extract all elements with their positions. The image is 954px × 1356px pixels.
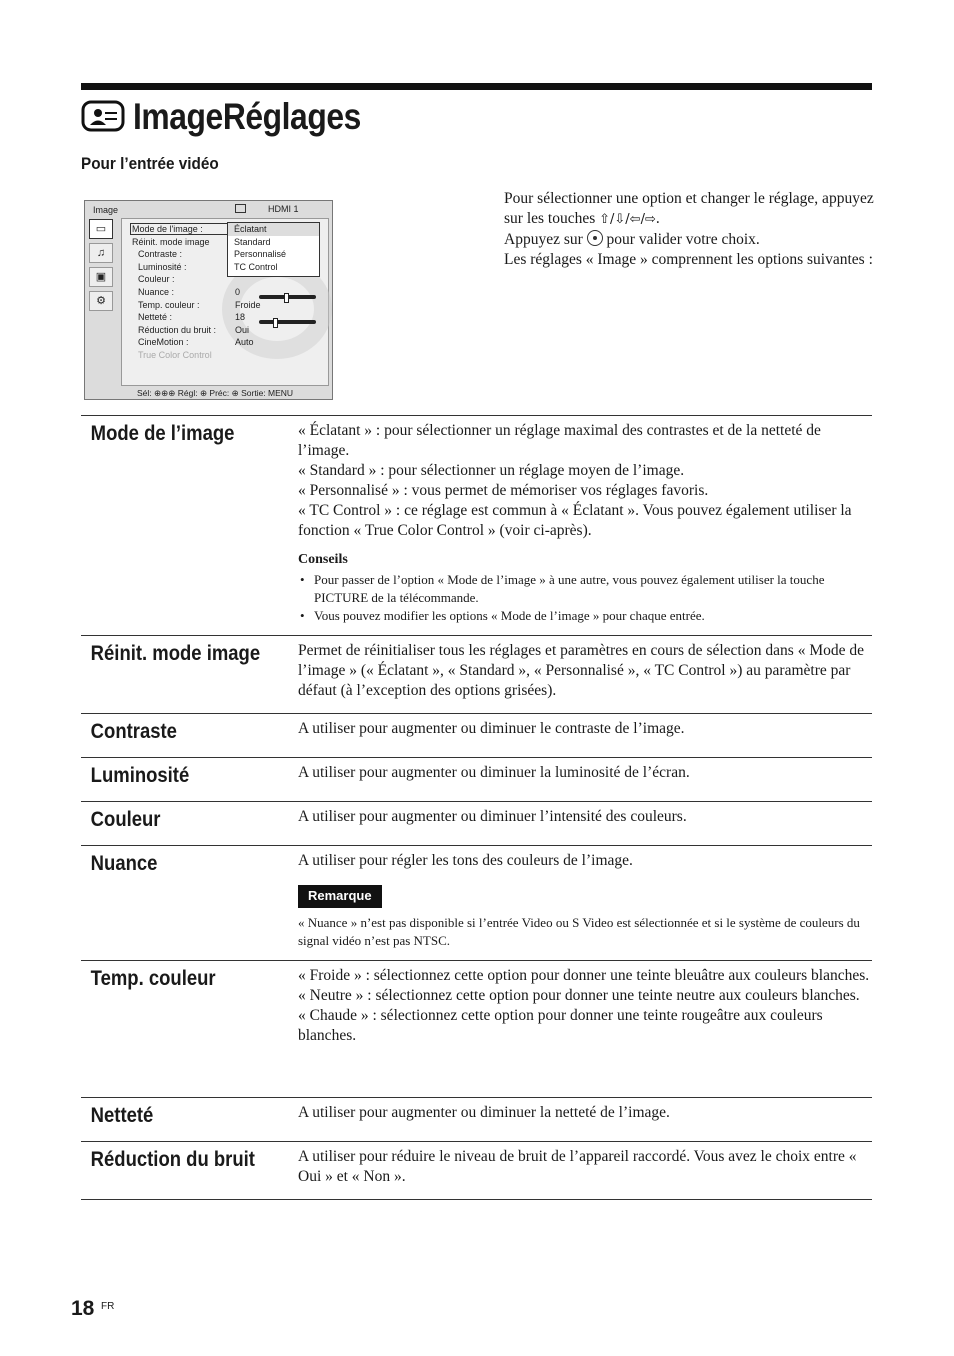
osd-input-indicator <box>235 204 299 214</box>
osd-menu-item: Temp. couleur : <box>138 299 200 310</box>
row-sharpness <box>81 1097 872 1141</box>
tip-item: • Vous pouvez modifier les options « Mode de l’image » pour chaque entrée. <box>298 607 872 625</box>
osd-tab-setup-icon: ⚙ <box>89 291 113 311</box>
osd-dropdown <box>227 222 320 277</box>
osd-menu-item: Réduction du bruit : <box>138 324 217 335</box>
desc-contrast: A utiliser pour augmenter ou diminuer le contraste de l’image. <box>298 720 685 737</box>
osd-dropdown-item: Éclatant <box>228 223 319 236</box>
osd-menu-item: Mode de l'image : <box>132 224 203 234</box>
desc-line: « Personnalisé » : vous permet de mémoriser vos réglages favoris. <box>298 482 709 499</box>
osd-input-label: HDMI 1 <box>268 204 299 214</box>
term-contrast: Contraste <box>90 720 177 743</box>
picture-icon <box>81 99 125 135</box>
row-reset <box>81 635 872 713</box>
osd-tab-sound-icon: ♫ <box>89 243 113 263</box>
ok-button-icon <box>587 230 603 246</box>
row-brightness <box>81 757 872 801</box>
intro-line-2-start: Appuyez sur <box>504 231 583 248</box>
term-reset: Réinit. mode image <box>90 642 261 665</box>
settings-table <box>81 415 872 1200</box>
intro-line-1: Pour sélectionner une option et changer le réglage, appuyez sur les touches <box>504 190 874 227</box>
osd-menu-value: 0 <box>235 287 241 297</box>
osd-tab-screen-icon: ▣ <box>89 267 113 287</box>
remark-badge: Remarque <box>298 885 382 908</box>
osd-menu-item: Réinit. mode image <box>132 236 210 247</box>
tips-title: Conseils <box>298 552 348 567</box>
row-color <box>81 801 872 845</box>
osd-menu-item: Nuance : <box>138 287 175 297</box>
intro-line-2-end: pour valider votre choix. <box>606 231 760 248</box>
osd-menu-value: Auto <box>235 337 254 348</box>
desc-temp <box>298 961 872 1097</box>
osd-bar-nuance <box>259 295 316 299</box>
osd-screenshot <box>84 200 333 400</box>
intro-line-3: Les réglages « Image » comprennent les options suivantes : <box>504 251 873 268</box>
tip-item: • Pour passer de l’option « Mode de l’image » à une autre, vous pouvez également utiliser la touche PICTURE de la télécommande. <box>298 571 872 607</box>
header-rule <box>81 83 872 90</box>
page-number: 18 <box>71 1297 95 1320</box>
osd-tabs <box>89 219 119 315</box>
osd-title: Image <box>93 205 119 215</box>
desc-hue <box>298 846 872 960</box>
page-language: FR <box>101 1301 115 1312</box>
desc-line: « Chaude » : sélectionnez cette option pour donner une teinte rougeâtre aux couleurs blanches. <box>298 1007 823 1044</box>
osd-menu-item: Couleur : <box>138 274 175 285</box>
row-temp <box>81 960 872 1097</box>
term-mode: Mode de l’image <box>90 422 235 445</box>
desc-line: A utiliser pour régler les tons des couleurs de l’image. <box>298 852 633 869</box>
desc-line: « Froide » : sélectionnez cette option pour donner une teinte bleuâtre aux couleurs blanches. <box>298 967 870 984</box>
desc-sharpness: A utiliser pour augmenter ou diminuer la netteté de l’image. <box>298 1104 670 1121</box>
section-subtitle: Pour l’entrée vidéo <box>81 154 219 173</box>
desc-reset: Permet de réinitialiser tous les réglages et paramètres en cours de sélection dans « Mode de l’image » (« Éclatant », « Standard », « Personnalisé », « TC Control ») au paramètre par défaut (à l’exception des options grisées). <box>298 642 864 699</box>
term-hue: Nuance <box>90 852 158 875</box>
row-mode <box>81 415 872 635</box>
intro-line-1-end: . <box>655 210 660 227</box>
osd-menu-value: Froide <box>235 299 261 310</box>
row-contrast <box>81 713 872 757</box>
desc-line: « TC Control » : ce réglage est commun à « Éclatant ». Vous pouvez également utiliser la fonction « True Color Control » (voir ci-après). <box>298 502 852 539</box>
osd-menu-item: Netteté : <box>138 312 173 323</box>
osd-menu-panel <box>121 218 329 386</box>
desc-line: « Neutre » : sélectionnez cette option pour donner une teinte neutre aux couleurs blanches. <box>298 987 860 1004</box>
osd-menu-value: Oui <box>235 324 250 335</box>
desc-line: « Éclatant » : pour sélectionner un réglage maximal des contrastes et de la netteté de l’image. <box>298 422 821 459</box>
term-temp: Temp. couleur <box>90 967 216 990</box>
tips-list <box>298 571 872 625</box>
osd-menu-item: CineMotion : <box>138 337 189 348</box>
osd-dropdown-item: TC Control <box>234 261 278 272</box>
term-color: Couleur <box>90 808 161 831</box>
term-noise: Réduction du bruit <box>90 1148 255 1171</box>
osd-menu-item: Contraste : <box>138 249 183 260</box>
row-noise <box>81 1141 872 1200</box>
osd-dropdown-item: Personnalisé <box>234 249 287 259</box>
row-hue <box>81 845 872 960</box>
desc-brightness: A utiliser pour augmenter ou diminuer la luminosité de l’écran. <box>298 764 690 781</box>
osd-bar-nettete <box>259 320 316 324</box>
arrow-keys-icon: ⇧/⇩/⇦/⇨ <box>599 212 656 227</box>
osd-bar-knob <box>273 318 278 328</box>
remark-text: « Nuance » n’est pas disponible si l’entrée Video ou S Video est sélectionnée et si le système de couleurs du signal vidéo n’est pas NTSC. <box>298 915 860 948</box>
osd-menu-value: 18 <box>235 312 246 323</box>
desc-noise: A utiliser pour réduire le niveau de bruit de l’appareil raccordé. Vous avez le choix entre « Oui » et « Non ». <box>298 1148 857 1185</box>
term-sharpness: Netteté <box>90 1104 154 1127</box>
intro-paragraph <box>504 189 876 270</box>
term-brightness: Luminosité <box>90 764 190 787</box>
osd-footer: Sél: ⊕⊕⊕ Régl: ⊕ Préc: ⊕ Sortie: MENU <box>137 388 294 398</box>
osd-tab-picture-icon: ▭ <box>89 219 113 239</box>
desc-mode <box>298 416 872 635</box>
page-title-text: ImageRéglages <box>133 96 361 137</box>
page-title <box>81 96 398 138</box>
osd-menu-item: Luminosité : <box>138 261 187 272</box>
osd-menu-item: True Color Control <box>138 350 212 360</box>
input-icon <box>235 204 246 213</box>
osd-dropdown-item: Standard <box>234 236 271 247</box>
desc-color: A utiliser pour augmenter ou diminuer l’intensité des couleurs. <box>298 808 687 825</box>
desc-line: « Standard » : pour sélectionner un réglage moyen de l’image. <box>298 462 685 479</box>
osd-bar-knob <box>284 293 289 303</box>
